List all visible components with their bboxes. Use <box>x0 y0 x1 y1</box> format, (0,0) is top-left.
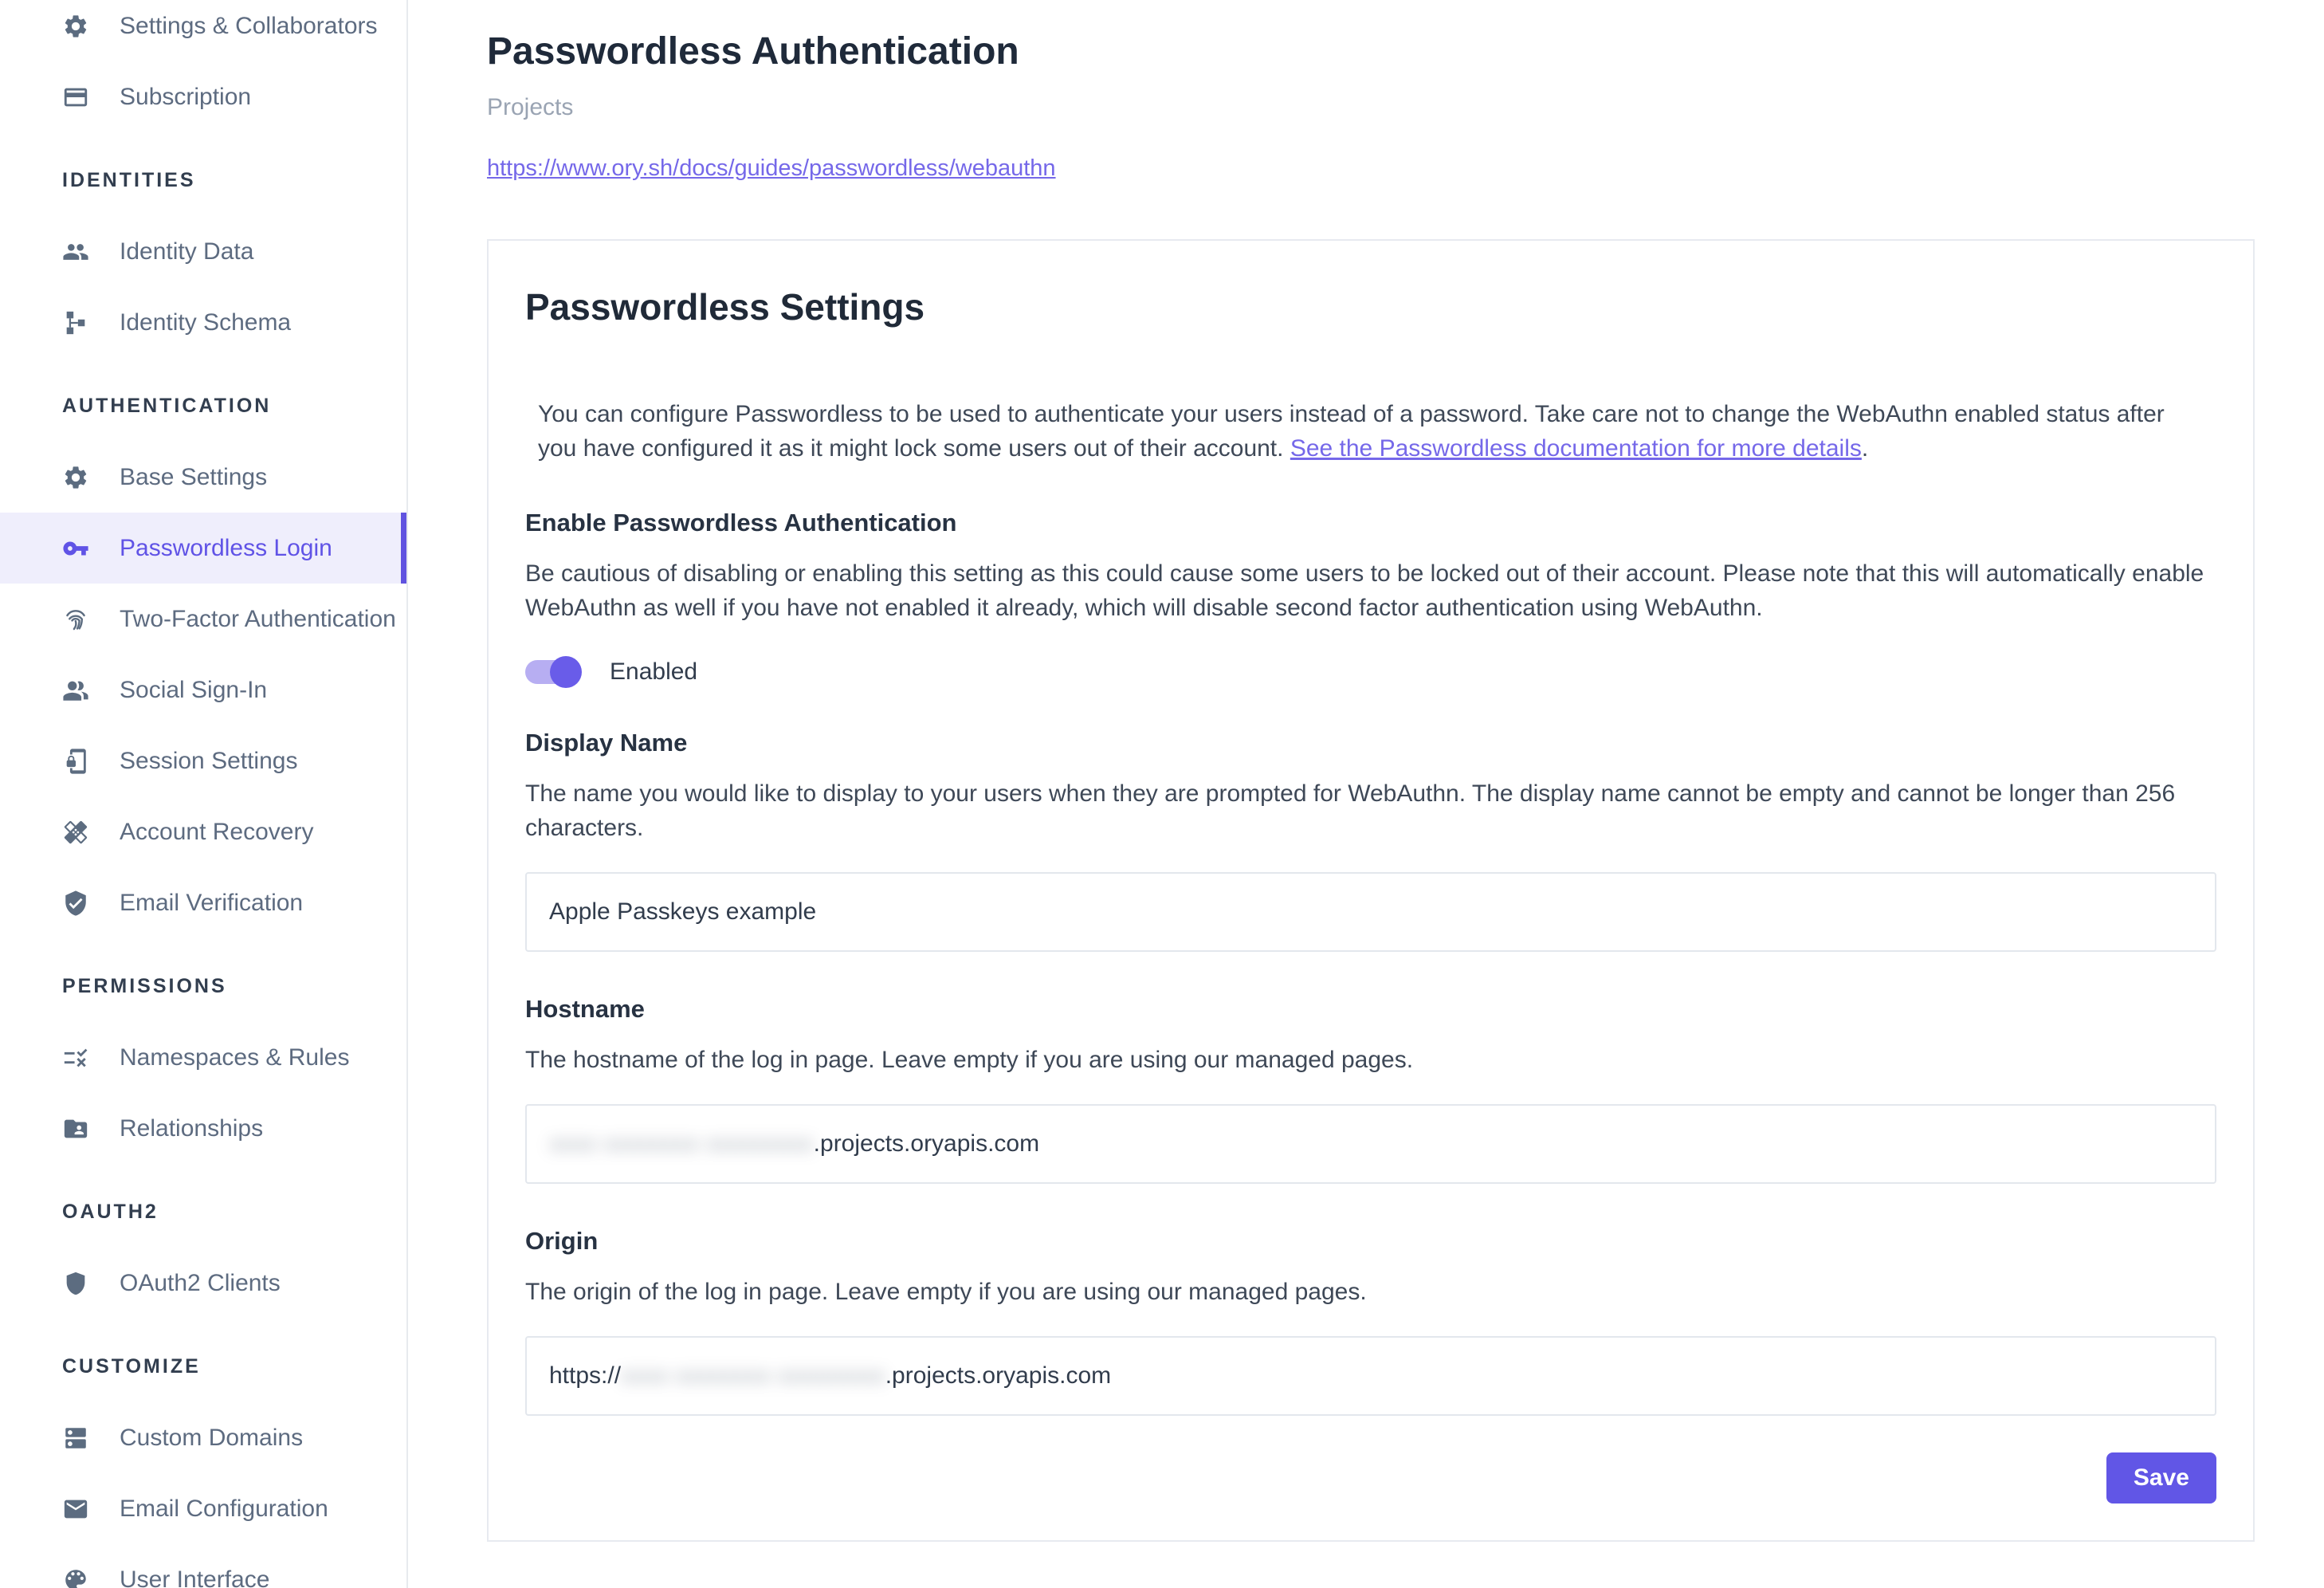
sidebar-item-label: Two-Factor Authentication <box>120 605 396 632</box>
sidebar-item-relationships[interactable] <box>0 1093 406 1164</box>
schema-icon <box>62 309 89 336</box>
origin-label: Origin <box>525 1227 599 1255</box>
sidebar-item-label: User Interface <box>120 1566 270 1588</box>
sidebar-item-session-settings[interactable] <box>0 725 406 796</box>
origin-prefix: https:// <box>549 1362 622 1389</box>
origin-description: The origin of the log in page. Leave empty if you are using our managed pages. <box>525 1279 1367 1305</box>
sidebar-item-oauth2-clients[interactable] <box>0 1248 406 1319</box>
sidebar <box>0 0 408 1588</box>
sidebar-item-label: Settings & Collaborators <box>120 12 378 39</box>
sidebar-item-two-factor[interactable] <box>0 584 406 654</box>
healing-icon <box>62 819 89 846</box>
redacted-hostname: xxxx xxxxxxxx xxxxxxxxx <box>549 1130 814 1157</box>
sidebar-item-label: Session Settings <box>120 747 298 774</box>
hostname-description: The hostname of the log in page. Leave empty if you are using our managed pages. <box>525 1047 1414 1073</box>
sidebar-section-oauth2: OAUTH2 <box>62 1201 159 1223</box>
sidebar-item-label: Namespaces & Rules <box>120 1044 350 1071</box>
sidebar-item-social-sign-in[interactable] <box>0 654 406 725</box>
sidebar-item-label: Identity Schema <box>120 309 292 336</box>
passwordless-toggle[interactable] <box>525 660 578 684</box>
sidebar-item-label: Passwordless Login <box>120 534 332 561</box>
intro-paragraph <box>538 397 2185 466</box>
sidebar-item-identity-schema[interactable] <box>0 287 406 358</box>
sidebar-section-authentication: AUTHENTICATION <box>62 395 272 417</box>
sidebar-item-custom-domains[interactable] <box>0 1402 406 1473</box>
sidebar-item-label: Base Settings <box>120 463 268 490</box>
people-icon <box>62 238 89 265</box>
enable-toggle-row <box>525 658 2216 686</box>
sidebar-item-user-interface[interactable] <box>0 1544 406 1588</box>
sidebar-section-permissions: PERMISSIONS <box>62 975 227 997</box>
sidebar-item-label: OAuth2 Clients <box>120 1269 281 1296</box>
main-content <box>408 0 2324 1588</box>
display-name-input[interactable] <box>525 872 2216 952</box>
sidebar-section-identities: IDENTITIES <box>62 169 196 191</box>
people-alt-icon <box>62 677 89 704</box>
phone-lock-icon <box>62 748 89 775</box>
gear-icon <box>62 464 89 491</box>
sidebar-item-base-settings[interactable] <box>0 442 406 513</box>
envelope-icon <box>62 1496 89 1523</box>
origin-suffix: .projects.oryapis.com <box>885 1362 1112 1389</box>
intro-suffix: . <box>1861 435 1869 462</box>
sidebar-item-email-configuration[interactable] <box>0 1473 406 1544</box>
folder-person-icon <box>62 1115 89 1142</box>
origin-field <box>525 1227 2216 1416</box>
enable-passwordless-description: Be cautious of disabling or enabling this setting as this could cause some users to be locked out of their account. Please note that this will automatically enable WebAuthn as well if you have not enabled it already, which will disable second factor authentication using WebAuthn. <box>525 560 2204 621</box>
sidebar-item-label: Subscription <box>120 83 252 110</box>
card-title: Passwordless Settings <box>525 286 925 328</box>
sidebar-nav <box>0 0 406 1588</box>
sidebar-item-label: Custom Domains <box>120 1424 304 1451</box>
rule-icon <box>62 1044 89 1071</box>
shield-icon <box>62 1270 89 1297</box>
sidebar-section-customize: CUSTOMIZE <box>62 1355 201 1378</box>
sidebar-item-label: Social Sign-In <box>120 676 268 703</box>
enable-passwordless-field <box>525 509 2216 686</box>
redacted-origin: xxxx xxxxxxxx xxxxxxxxx <box>621 1362 885 1389</box>
sidebar-item-namespaces-rules[interactable] <box>0 1022 406 1093</box>
sidebar-item-label: Email Verification <box>120 889 304 916</box>
gear-icon <box>62 13 89 40</box>
sidebar-item-label: Identity Data <box>120 238 254 265</box>
passwordless-settings-card <box>487 239 2255 1542</box>
hostname-field <box>525 995 2216 1184</box>
documentation-link[interactable]: https://www.ory.sh/docs/guides/passwordless/webauthn <box>487 155 1056 181</box>
hostname-label: Hostname <box>525 995 645 1023</box>
dns-icon <box>62 1425 89 1452</box>
passwordless-docs-link[interactable]: See the Passwordless documentation for more details <box>1290 435 1862 462</box>
breadcrumb: Projects <box>487 94 574 120</box>
toggle-knob <box>550 656 582 688</box>
sidebar-item-identity-data[interactable] <box>0 216 406 287</box>
sidebar-item-label: Account Recovery <box>120 818 314 845</box>
save-button[interactable]: Save <box>2106 1452 2216 1503</box>
toggle-state-label: Enabled <box>610 658 698 685</box>
hostname-input[interactable] <box>525 1104 2216 1184</box>
credit-card-icon <box>62 84 89 111</box>
key-icon <box>62 535 89 562</box>
sidebar-item-account-recovery[interactable] <box>0 796 406 867</box>
palette-icon <box>62 1566 89 1588</box>
sidebar-item-settings-collaborators[interactable] <box>0 0 406 61</box>
fingerprint-icon <box>62 606 89 633</box>
intro-text: You can configure Passwordless to be used to authenticate your users instead of a password. Take care not to change the WebAuthn enabled status after you have configured it as it might lock some users out of their account. <box>538 401 2165 462</box>
origin-input[interactable] <box>525 1336 2216 1416</box>
save-row <box>525 1452 2216 1503</box>
display-name-label: Display Name <box>525 729 688 757</box>
hostname-suffix: .projects.oryapis.com <box>813 1130 1040 1157</box>
display-name-description: The name you would like to display to your users when they are prompted for WebAuthn. The display name cannot be empty and cannot be longer than 256 characters. <box>525 780 2176 841</box>
sidebar-item-subscription[interactable] <box>0 61 406 132</box>
sidebar-item-label: Relationships <box>120 1114 264 1142</box>
display-name-field <box>525 729 2216 952</box>
enable-passwordless-label: Enable Passwordless Authentication <box>525 509 957 537</box>
sidebar-item-passwordless-login[interactable] <box>0 513 406 584</box>
shield-check-icon <box>62 890 89 917</box>
page-title: Passwordless Authentication <box>487 30 1019 73</box>
sidebar-item-label: Email Configuration <box>120 1495 328 1522</box>
sidebar-item-email-verification[interactable] <box>0 867 406 938</box>
